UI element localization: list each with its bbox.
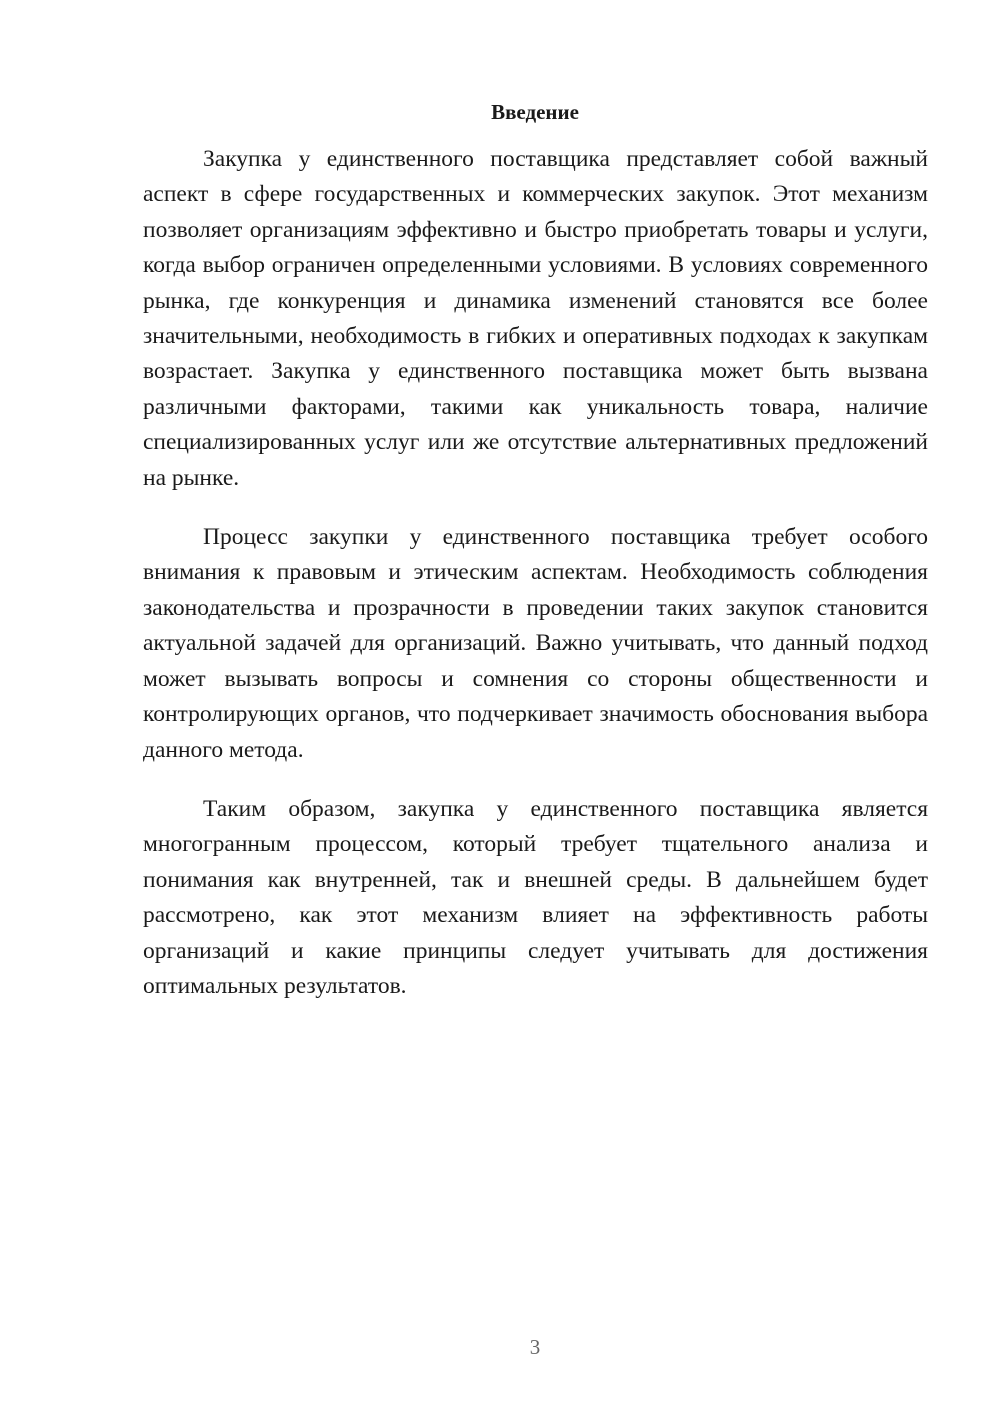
paragraph-2: Процесс закупки у единственного поставщика требует особого внимания к правовым и этическим аспектам. Необходимость соблюдения законодательства и прозрачности в проведении таких закупок становится актуальной задачей для организаций. Важно учитывать, что данный подход может вызывать вопросы и сомнения со стороны общественности и контролирующих органов, что подчеркивает значимость обоснования выбора данного метода. (143, 524, 928, 763)
paragraph-3: Таким образом, закупка у единственного поставщика является многогранным процессом, который требует тщательного анализа и понимания как внутренней, так и внешней среды. В дальнейшем будет рассмотрено, как этот механизм влияет на эффективность работы организаций и какие принципы следует учитывать для достижения оптимальных результатов. (143, 795, 928, 999)
section-heading: Введение (491, 100, 579, 124)
page-number: 3 (529, 1335, 541, 1359)
paragraph-1: Закупка у единственного поставщика представляет собой важный аспект в сфере государственных и коммерческих закупок. Этот механизм позволяет организациям эффективно и быстро приобретать товары и услуги, когда выбор ограничен определенными условиями. В условиях современного рынка, где конкуренция и динамика изменений становятся все более значительными, необходимость в гибких и оперативных подходах к закупкам возрастает. Закупка у единственного поставщика может быть вызвана различными факторами, такими как уникальность товара, наличие специализированных услуг или же отсутствие альтернативных предложений на рынке. (143, 146, 928, 491)
body-text (143, 142, 928, 1028)
